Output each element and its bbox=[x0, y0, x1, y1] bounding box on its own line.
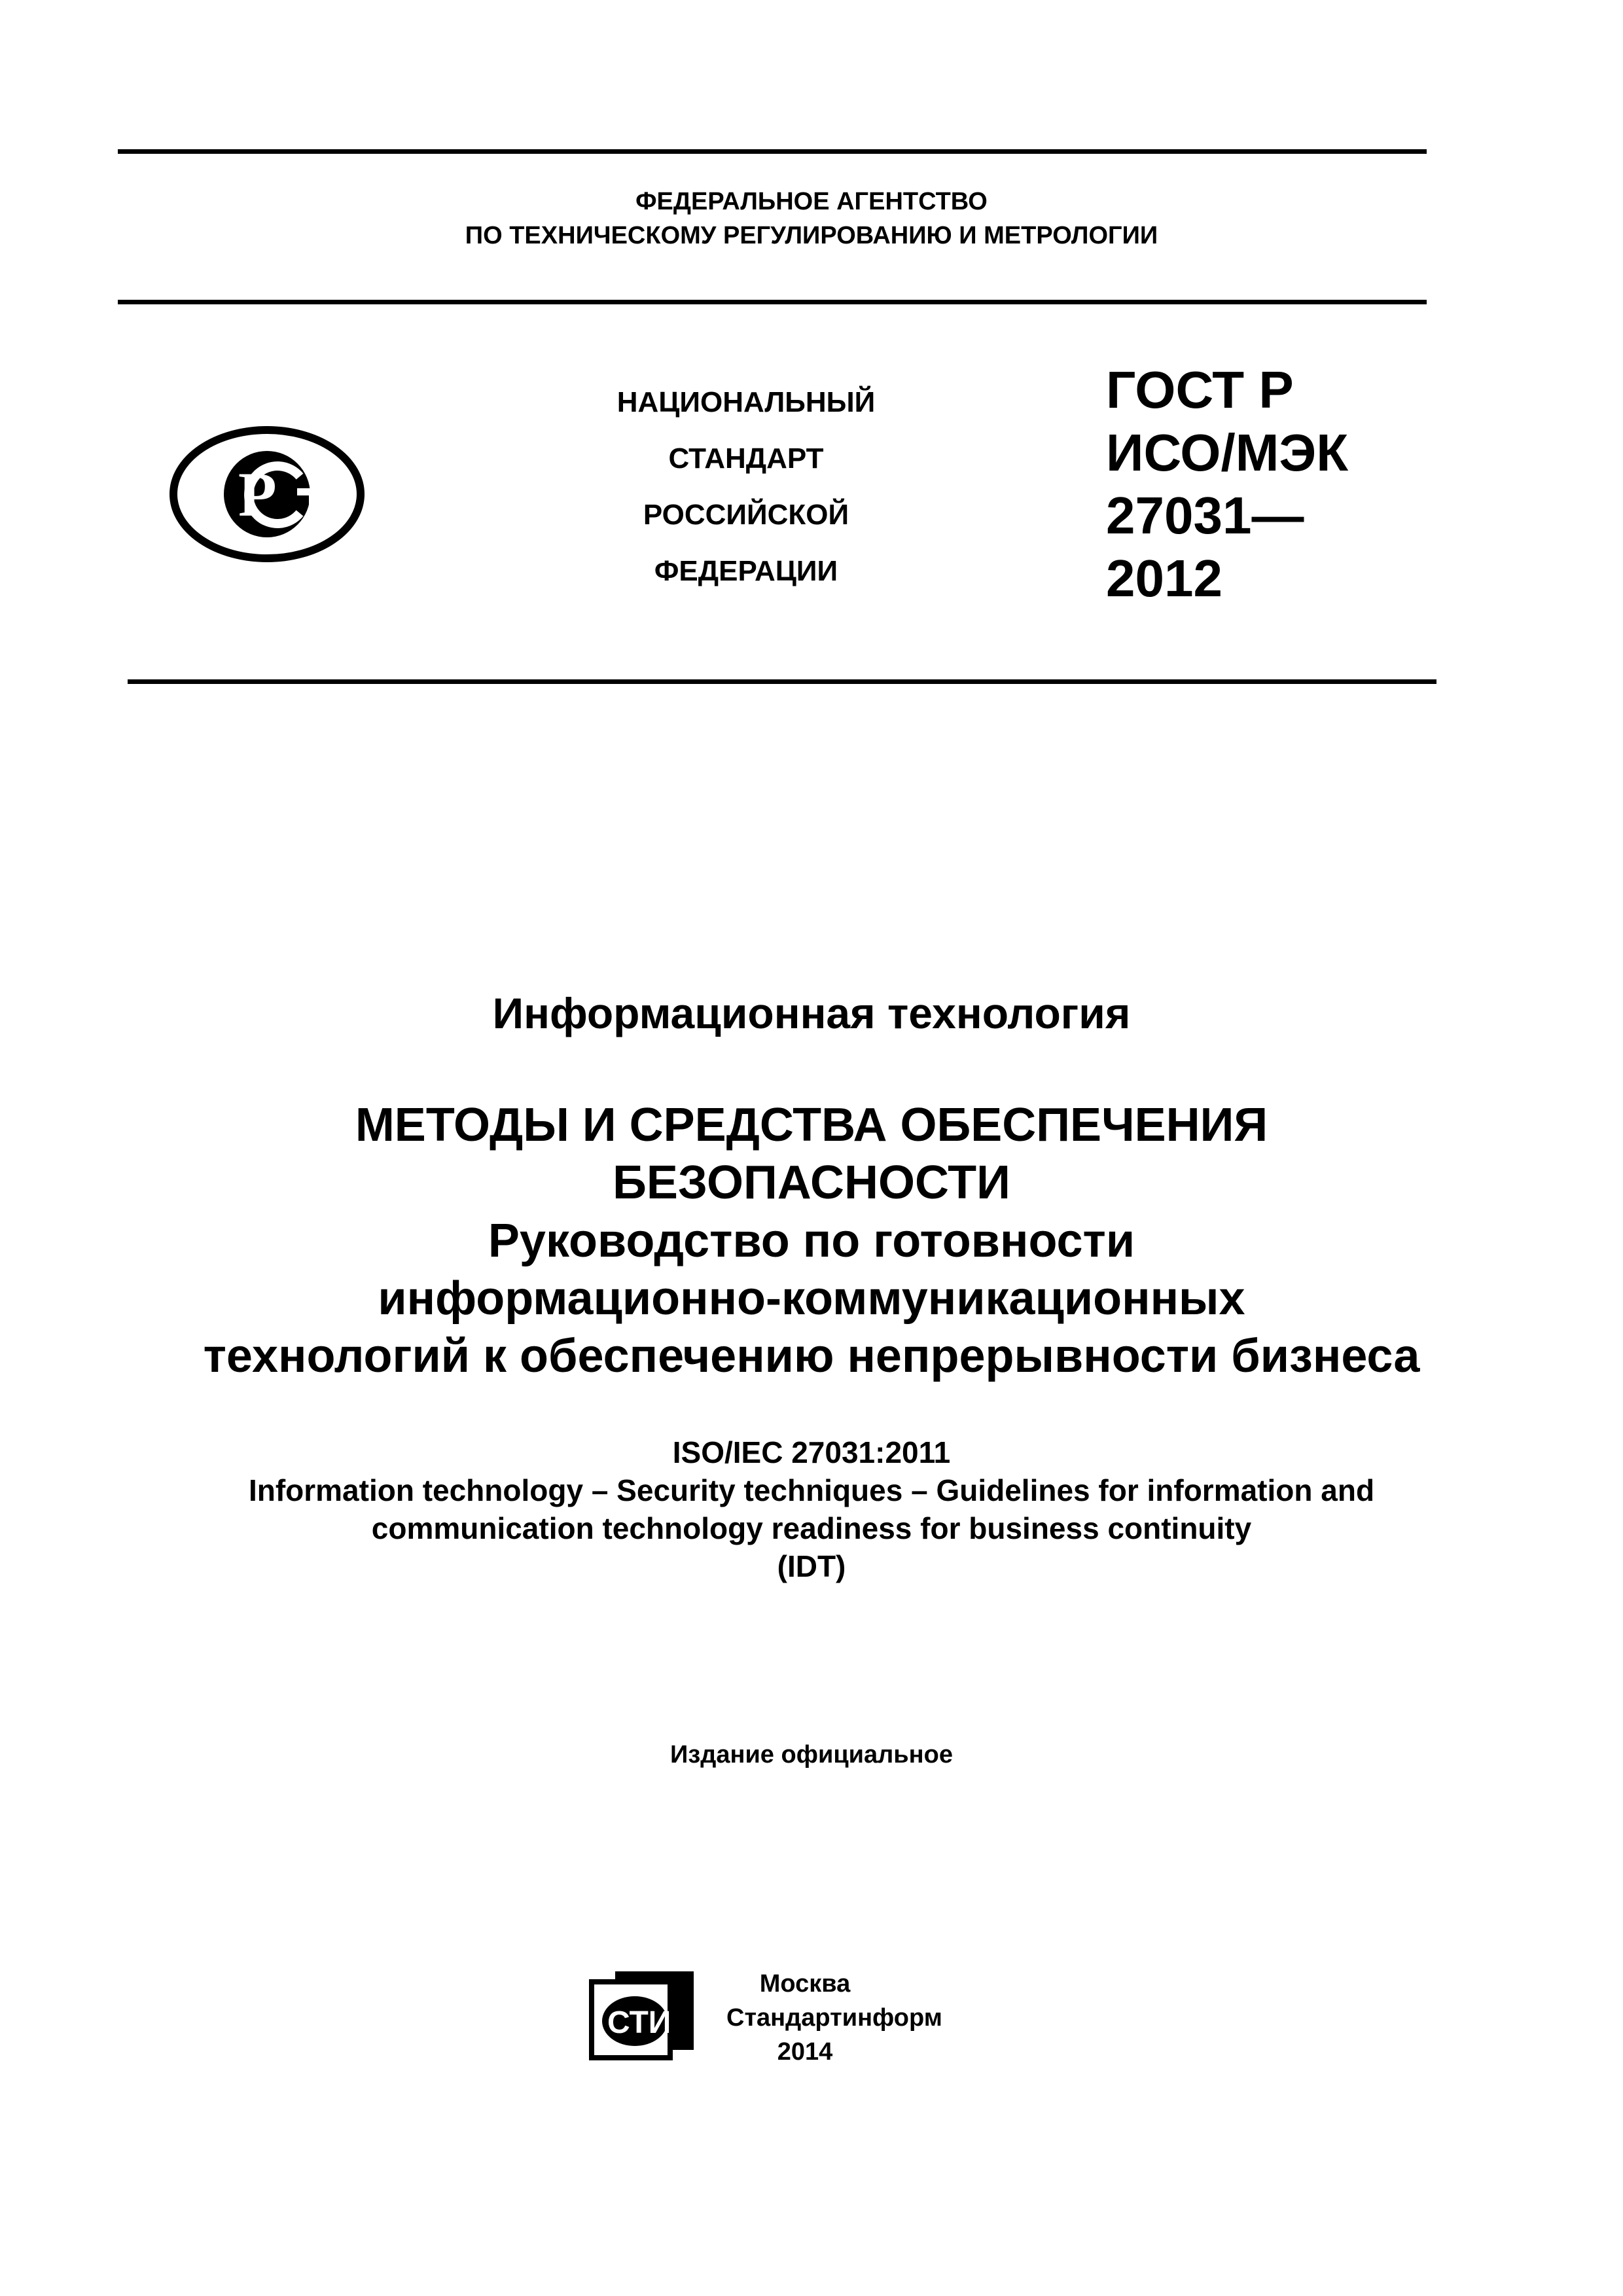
publisher-city: Москва bbox=[759, 1970, 851, 1998]
subtitle-line-3: технологий к обеспечению непрерывности бизнеса bbox=[203, 1330, 1420, 1382]
subtitle bbox=[0, 1212, 1623, 1385]
main-title bbox=[0, 1096, 1623, 1211]
svg-text:P: P bbox=[238, 459, 277, 529]
publisher-block bbox=[726, 1967, 942, 2069]
standard-type-line-3: РОССИЙСКОЙ bbox=[643, 499, 849, 531]
svg-text:СТИ: СТИ bbox=[607, 2005, 671, 2040]
subtitle-line-2: информационно-коммуникационных bbox=[378, 1272, 1245, 1325]
agency-bottom-rule bbox=[118, 300, 1427, 304]
publisher-name: Стандартинформ bbox=[726, 2004, 942, 2032]
international-title-line-2: communication technology readiness for business continuity bbox=[371, 1511, 1252, 1545]
identity-degree: (IDT) bbox=[777, 1549, 846, 1583]
international-standard-block bbox=[0, 1433, 1623, 1585]
agency-line-2: ПО ТЕХНИЧЕСКОМУ РЕГУЛИРОВАНИЮ И МЕТРОЛОГИИ bbox=[465, 222, 1158, 249]
standard-designation bbox=[1106, 359, 1348, 610]
publication-year: 2014 bbox=[777, 2038, 833, 2066]
designation-line-3: 27031— bbox=[1106, 486, 1304, 545]
field-title: Информационная технология bbox=[492, 989, 1131, 1037]
standard-type-line-4: ФЕДЕРАЦИИ bbox=[654, 555, 838, 587]
agency-block bbox=[0, 185, 1623, 253]
standartinform-logo-icon bbox=[589, 1969, 700, 2060]
designation-line-4: 2012 bbox=[1106, 549, 1222, 607]
main-title-line-2: БЕЗОПАСНОСТИ bbox=[613, 1157, 1010, 1209]
subtitle-line-1: Руководство по готовности bbox=[488, 1215, 1135, 1267]
edition-label: Издание официальное bbox=[670, 1741, 953, 1768]
designation-line-2: ИСО/МЭК bbox=[1106, 423, 1349, 482]
agency-line-1: ФЕДЕРАЛЬНОЕ АГЕНТСТВО bbox=[635, 188, 988, 215]
standard-type-line-1: НАЦИОНАЛЬНЫЙ bbox=[616, 386, 876, 418]
standard-type-line-2: СТАНДАРТ bbox=[668, 442, 824, 475]
top-rule bbox=[118, 149, 1427, 154]
header-bottom-rule bbox=[128, 679, 1436, 684]
international-code: ISO/IEC 27031:2011 bbox=[672, 1435, 951, 1469]
designation-line-1: ГОСТ Р bbox=[1106, 361, 1294, 419]
main-title-line-1: МЕТОДЫ И СРЕДСТВА ОБЕСПЕЧЕНИЯ bbox=[355, 1099, 1268, 1151]
international-title-line-1: Information technology – Security techniques – Guidelines for information and bbox=[248, 1473, 1375, 1507]
rst-certification-mark-icon bbox=[169, 425, 365, 563]
